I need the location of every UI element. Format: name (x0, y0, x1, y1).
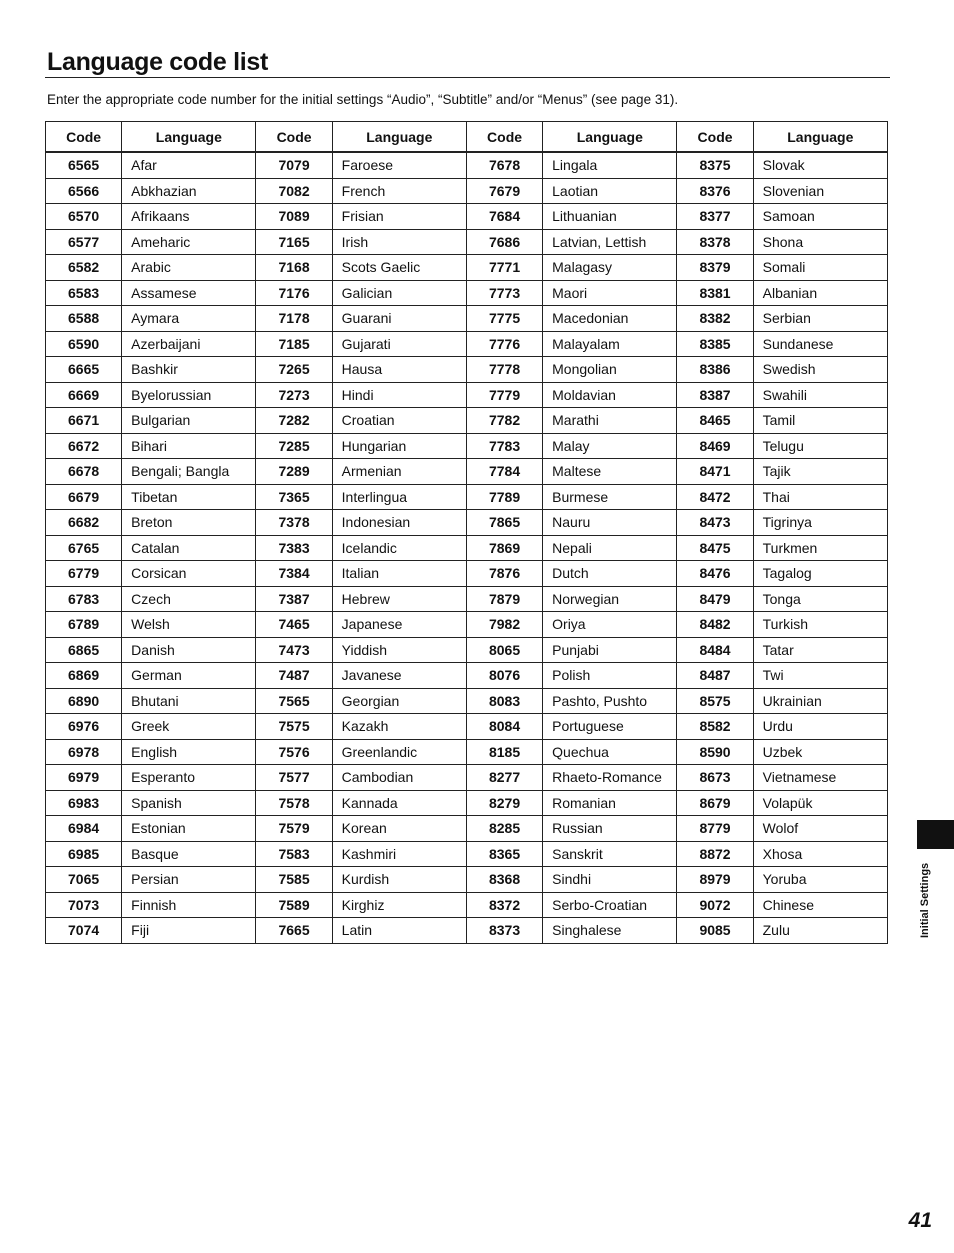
language-code-cell: 8482 (677, 612, 753, 638)
table-row (46, 459, 888, 485)
language-name-cell: Turkish (753, 612, 887, 638)
language-code-cell: 7869 (466, 535, 542, 561)
language-name-cell: Sundanese (753, 331, 887, 357)
language-code-cell: 7773 (466, 280, 542, 306)
table-row (46, 637, 888, 663)
language-code-cell: 8084 (466, 714, 542, 740)
language-code-cell: 7775 (466, 306, 542, 332)
section-tab-marker (917, 820, 954, 849)
language-code-cell: 8083 (466, 688, 542, 714)
language-code-cell: 8476 (677, 561, 753, 587)
language-name-cell: Albanian (753, 280, 887, 306)
language-name-cell: Bengali; Bangla (122, 459, 256, 485)
table-body (46, 152, 888, 943)
language-code-cell: 6577 (46, 229, 122, 255)
language-name-cell: Kashmiri (332, 841, 466, 867)
language-code-cell: 7289 (256, 459, 332, 485)
column-header-code: Code (256, 122, 332, 153)
language-name-cell: Afrikaans (122, 204, 256, 230)
language-name-cell: Hausa (332, 357, 466, 383)
table-row (46, 433, 888, 459)
language-name-cell: Hebrew (332, 586, 466, 612)
language-code-cell: 7383 (256, 535, 332, 561)
language-code-cell: 7589 (256, 892, 332, 918)
language-code-cell: 7384 (256, 561, 332, 587)
language-name-cell: Lithuanian (543, 204, 677, 230)
language-code-cell: 6983 (46, 790, 122, 816)
table-row (46, 280, 888, 306)
title-rule (45, 77, 890, 78)
language-code-cell: 7686 (466, 229, 542, 255)
language-code-cell: 8471 (677, 459, 753, 485)
language-name-cell: Telugu (753, 433, 887, 459)
table-row (46, 255, 888, 281)
language-code-cell: 7665 (256, 918, 332, 944)
language-name-cell: Somali (753, 255, 887, 281)
language-code-cell: 6765 (46, 535, 122, 561)
language-code-cell: 8279 (466, 790, 542, 816)
language-name-cell: Gujarati (332, 331, 466, 357)
language-code-cell: 8487 (677, 663, 753, 689)
language-code-cell: 8076 (466, 663, 542, 689)
language-code-cell: 7784 (466, 459, 542, 485)
language-code-cell: 6672 (46, 433, 122, 459)
language-code-cell: 6865 (46, 637, 122, 663)
column-header-language: Language (332, 122, 466, 153)
language-code-cell: 6783 (46, 586, 122, 612)
language-code-cell: 7168 (256, 255, 332, 281)
language-code-cell: 7576 (256, 739, 332, 765)
language-name-cell: Quechua (543, 739, 677, 765)
table-row (46, 229, 888, 255)
section-side-label: Initial Settings (919, 862, 931, 938)
language-name-cell: English (122, 739, 256, 765)
table-row (46, 918, 888, 944)
language-code-cell: 7265 (256, 357, 332, 383)
language-name-cell: Portuguese (543, 714, 677, 740)
language-code-cell: 6679 (46, 484, 122, 510)
language-code-cell: 6682 (46, 510, 122, 536)
language-code-cell: 8779 (677, 816, 753, 842)
language-code-cell: 7487 (256, 663, 332, 689)
language-name-cell: Moldavian (543, 382, 677, 408)
language-name-cell: Zulu (753, 918, 887, 944)
language-name-cell: Russian (543, 816, 677, 842)
language-code-cell: 6590 (46, 331, 122, 357)
language-code-cell: 8382 (677, 306, 753, 332)
language-code-cell: 7876 (466, 561, 542, 587)
column-header-language: Language (543, 122, 677, 153)
language-code-cell: 7387 (256, 586, 332, 612)
language-code-cell: 7473 (256, 637, 332, 663)
language-code-cell: 8979 (677, 867, 753, 893)
language-name-cell: Abkhazian (122, 178, 256, 204)
language-code-cell: 6984 (46, 816, 122, 842)
table-row (46, 331, 888, 357)
language-name-cell: Swedish (753, 357, 887, 383)
language-code-cell: 8065 (466, 637, 542, 663)
language-name-cell: Bulgarian (122, 408, 256, 434)
language-name-cell: Guarani (332, 306, 466, 332)
language-name-cell: Shona (753, 229, 887, 255)
language-code-cell: 6978 (46, 739, 122, 765)
language-code-cell: 7165 (256, 229, 332, 255)
language-code-cell: 8375 (677, 152, 753, 178)
language-code-cell: 6789 (46, 612, 122, 638)
language-code-cell: 7065 (46, 867, 122, 893)
language-name-cell: Japanese (332, 612, 466, 638)
language-code-cell: 7578 (256, 790, 332, 816)
language-code-cell: 6985 (46, 841, 122, 867)
language-name-cell: Breton (122, 510, 256, 536)
table-row (46, 357, 888, 383)
language-name-cell: Kannada (332, 790, 466, 816)
language-code-cell: 6979 (46, 765, 122, 791)
language-name-cell: Serbo-Croatian (543, 892, 677, 918)
language-code-cell: 7778 (466, 357, 542, 383)
language-name-cell: Croatian (332, 408, 466, 434)
language-name-cell: Irish (332, 229, 466, 255)
language-code-cell: 7378 (256, 510, 332, 536)
language-name-cell: Slovak (753, 152, 887, 178)
language-code-cell: 7583 (256, 841, 332, 867)
language-name-cell: Estonian (122, 816, 256, 842)
language-code-cell: 6583 (46, 280, 122, 306)
table-row (46, 382, 888, 408)
language-name-cell: Serbian (753, 306, 887, 332)
language-code-cell: 7776 (466, 331, 542, 357)
language-name-cell: Azerbaijani (122, 331, 256, 357)
language-name-cell: Urdu (753, 714, 887, 740)
language-code-cell: 7285 (256, 433, 332, 459)
language-name-cell: Tibetan (122, 484, 256, 510)
language-code-cell: 8872 (677, 841, 753, 867)
language-name-cell: Assamese (122, 280, 256, 306)
language-name-cell: Basque (122, 841, 256, 867)
language-code-cell: 7782 (466, 408, 542, 434)
table-row (46, 204, 888, 230)
language-code-cell: 8673 (677, 765, 753, 791)
language-name-cell: Uzbek (753, 739, 887, 765)
language-name-cell: Interlingua (332, 484, 466, 510)
table-row (46, 765, 888, 791)
language-code-cell: 7579 (256, 816, 332, 842)
language-name-cell: Malayalam (543, 331, 677, 357)
language-name-cell: Marathi (543, 408, 677, 434)
language-name-cell: Indonesian (332, 510, 466, 536)
language-code-cell: 6890 (46, 688, 122, 714)
language-code-cell: 7684 (466, 204, 542, 230)
language-name-cell: Sindhi (543, 867, 677, 893)
language-code-cell: 7082 (256, 178, 332, 204)
language-name-cell: Laotian (543, 178, 677, 204)
language-code-cell: 8479 (677, 586, 753, 612)
language-code-cell: 7789 (466, 484, 542, 510)
language-code-cell: 7176 (256, 280, 332, 306)
language-code-cell: 7282 (256, 408, 332, 434)
language-code-cell: 6570 (46, 204, 122, 230)
language-code-cell: 8473 (677, 510, 753, 536)
language-code-cell: 7465 (256, 612, 332, 638)
language-name-cell: Korean (332, 816, 466, 842)
language-name-cell: Bhutani (122, 688, 256, 714)
language-code-cell: 8372 (466, 892, 542, 918)
table-row (46, 152, 888, 178)
language-code-cell: 7585 (256, 867, 332, 893)
language-code-cell: 9072 (677, 892, 753, 918)
language-name-cell: Tagalog (753, 561, 887, 587)
language-name-cell: Cambodian (332, 765, 466, 791)
language-name-cell: Catalan (122, 535, 256, 561)
language-name-cell: Welsh (122, 612, 256, 638)
language-name-cell: Tajik (753, 459, 887, 485)
language-name-cell: Maori (543, 280, 677, 306)
language-name-cell: Icelandic (332, 535, 466, 561)
language-code-cell: 8377 (677, 204, 753, 230)
language-name-cell: Polish (543, 663, 677, 689)
language-name-cell: Macedonian (543, 306, 677, 332)
language-code-cell: 8185 (466, 739, 542, 765)
table-row (46, 790, 888, 816)
language-name-cell: Hindi (332, 382, 466, 408)
language-code-cell: 6671 (46, 408, 122, 434)
language-name-cell: Bihari (122, 433, 256, 459)
page-title: Language code list (47, 48, 269, 76)
language-code-cell: 7779 (466, 382, 542, 408)
language-name-cell: Thai (753, 484, 887, 510)
column-header-code: Code (466, 122, 542, 153)
table-row (46, 178, 888, 204)
language-code-cell: 7178 (256, 306, 332, 332)
language-name-cell: Swahili (753, 382, 887, 408)
language-code-cell: 8277 (466, 765, 542, 791)
language-name-cell: Xhosa (753, 841, 887, 867)
language-code-cell: 6976 (46, 714, 122, 740)
language-name-cell: Greek (122, 714, 256, 740)
language-name-cell: Esperanto (122, 765, 256, 791)
language-name-cell: Tatar (753, 637, 887, 663)
language-code-cell: 8386 (677, 357, 753, 383)
language-name-cell: Latvian, Lettish (543, 229, 677, 255)
table-header-row (46, 122, 888, 153)
language-code-cell: 8679 (677, 790, 753, 816)
language-code-cell: 7982 (466, 612, 542, 638)
language-code-cell: 7074 (46, 918, 122, 944)
language-name-cell: Kazakh (332, 714, 466, 740)
language-code-cell: 6588 (46, 306, 122, 332)
language-name-cell: Burmese (543, 484, 677, 510)
language-code-cell: 8582 (677, 714, 753, 740)
language-code-cell: 7565 (256, 688, 332, 714)
language-code-cell: 7079 (256, 152, 332, 178)
language-name-cell: Italian (332, 561, 466, 587)
language-name-cell: Twi (753, 663, 887, 689)
language-name-cell: Galician (332, 280, 466, 306)
table-row (46, 561, 888, 587)
table-row (46, 739, 888, 765)
language-code-cell: 8373 (466, 918, 542, 944)
language-name-cell: Kurdish (332, 867, 466, 893)
language-name-cell: Tonga (753, 586, 887, 612)
table-row (46, 867, 888, 893)
language-code-cell: 7783 (466, 433, 542, 459)
language-code-cell: 6565 (46, 152, 122, 178)
language-name-cell: French (332, 178, 466, 204)
language-code-cell: 7679 (466, 178, 542, 204)
language-code-cell: 7879 (466, 586, 542, 612)
language-code-cell: 6665 (46, 357, 122, 383)
language-name-cell: Faroese (332, 152, 466, 178)
language-name-cell: Ukrainian (753, 688, 887, 714)
language-code-cell: 8365 (466, 841, 542, 867)
language-name-cell: Tigrinya (753, 510, 887, 536)
language-name-cell: Georgian (332, 688, 466, 714)
language-name-cell: Wolof (753, 816, 887, 842)
language-code-cell: 8368 (466, 867, 542, 893)
column-header-code: Code (46, 122, 122, 153)
table-row (46, 663, 888, 689)
column-header-language: Language (753, 122, 887, 153)
table-row (46, 892, 888, 918)
language-code-cell: 9085 (677, 918, 753, 944)
language-code-cell: 6566 (46, 178, 122, 204)
language-name-cell: Scots Gaelic (332, 255, 466, 281)
language-name-cell: Javanese (332, 663, 466, 689)
language-code-cell: 6669 (46, 382, 122, 408)
language-name-cell: Danish (122, 637, 256, 663)
language-name-cell: Malagasy (543, 255, 677, 281)
language-name-cell: German (122, 663, 256, 689)
language-code-cell: 7577 (256, 765, 332, 791)
language-name-cell: Slovenian (753, 178, 887, 204)
language-code-cell: 6582 (46, 255, 122, 281)
table-row (46, 714, 888, 740)
language-code-cell: 8475 (677, 535, 753, 561)
column-header-language: Language (122, 122, 256, 153)
language-name-cell: Yoruba (753, 867, 887, 893)
column-header-code: Code (677, 122, 753, 153)
language-code-cell: 8378 (677, 229, 753, 255)
table-row (46, 510, 888, 536)
language-name-cell: Fiji (122, 918, 256, 944)
language-name-cell: Lingala (543, 152, 677, 178)
language-name-cell: Frisian (332, 204, 466, 230)
language-name-cell: Punjabi (543, 637, 677, 663)
language-name-cell: Dutch (543, 561, 677, 587)
language-name-cell: Finnish (122, 892, 256, 918)
language-name-cell: Pashto, Pushto (543, 688, 677, 714)
intro-text: Enter the appropriate code number for the initial settings “Audio”, “Subtitle” and/or “Menus” (see page 31). (47, 92, 679, 107)
language-code-cell: 7865 (466, 510, 542, 536)
language-code-cell: 7678 (466, 152, 542, 178)
language-code-cell: 6678 (46, 459, 122, 485)
language-name-cell: Aymara (122, 306, 256, 332)
language-code-cell: 8484 (677, 637, 753, 663)
language-name-cell: Afar (122, 152, 256, 178)
language-code-cell: 7185 (256, 331, 332, 357)
language-name-cell: Malay (543, 433, 677, 459)
language-name-cell: Greenlandic (332, 739, 466, 765)
table-row (46, 535, 888, 561)
language-name-cell: Ameharic (122, 229, 256, 255)
language-name-cell: Turkmen (753, 535, 887, 561)
language-name-cell: Latin (332, 918, 466, 944)
language-name-cell: Norwegian (543, 586, 677, 612)
language-name-cell: Hungarian (332, 433, 466, 459)
language-code-cell: 8387 (677, 382, 753, 408)
language-name-cell: Mongolian (543, 357, 677, 383)
table-row (46, 841, 888, 867)
table-row (46, 306, 888, 332)
language-name-cell: Kirghiz (332, 892, 466, 918)
language-name-cell: Maltese (543, 459, 677, 485)
language-name-cell: Romanian (543, 790, 677, 816)
language-code-cell: 8469 (677, 433, 753, 459)
language-code-cell: 8590 (677, 739, 753, 765)
language-name-cell: Volapük (753, 790, 887, 816)
language-code-cell: 7089 (256, 204, 332, 230)
language-name-cell: Samoan (753, 204, 887, 230)
table-row (46, 612, 888, 638)
language-code-cell: 8379 (677, 255, 753, 281)
language-name-cell: Byelorussian (122, 382, 256, 408)
language-name-cell: Oriya (543, 612, 677, 638)
language-code-cell: 8285 (466, 816, 542, 842)
language-code-cell: 7273 (256, 382, 332, 408)
table-row (46, 408, 888, 434)
language-code-cell: 8385 (677, 331, 753, 357)
language-code-cell: 8465 (677, 408, 753, 434)
language-code-cell: 6779 (46, 561, 122, 587)
language-code-cell: 7575 (256, 714, 332, 740)
language-code-cell: 7073 (46, 892, 122, 918)
language-code-cell: 7771 (466, 255, 542, 281)
language-name-cell: Singhalese (543, 918, 677, 944)
language-name-cell: Chinese (753, 892, 887, 918)
language-name-cell: Persian (122, 867, 256, 893)
language-name-cell: Czech (122, 586, 256, 612)
language-code-cell: 7365 (256, 484, 332, 510)
language-name-cell: Vietnamese (753, 765, 887, 791)
language-code-cell: 8575 (677, 688, 753, 714)
language-code-cell: 8381 (677, 280, 753, 306)
language-name-cell: Tamil (753, 408, 887, 434)
language-name-cell: Spanish (122, 790, 256, 816)
language-name-cell: Yiddish (332, 637, 466, 663)
table-row (46, 586, 888, 612)
table-row (46, 688, 888, 714)
language-name-cell: Nepali (543, 535, 677, 561)
table-row (46, 816, 888, 842)
language-name-cell: Corsican (122, 561, 256, 587)
language-name-cell: Sanskrit (543, 841, 677, 867)
language-name-cell: Rhaeto-Romance (543, 765, 677, 791)
language-name-cell: Bashkir (122, 357, 256, 383)
language-code-table (45, 121, 888, 944)
language-name-cell: Arabic (122, 255, 256, 281)
language-name-cell: Nauru (543, 510, 677, 536)
language-code-cell: 8376 (677, 178, 753, 204)
table-row (46, 484, 888, 510)
page-number: 41 (908, 1209, 932, 1232)
language-name-cell: Armenian (332, 459, 466, 485)
language-code-cell: 6869 (46, 663, 122, 689)
language-code-cell: 8472 (677, 484, 753, 510)
